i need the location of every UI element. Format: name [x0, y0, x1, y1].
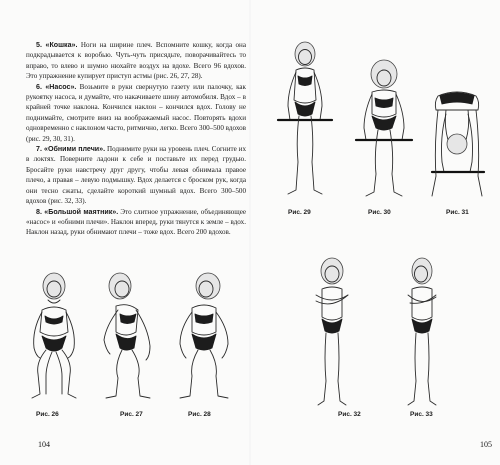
caption-fig-31: Рис. 31 [446, 209, 469, 216]
figure-32-illustration [302, 255, 362, 410]
figure-33-illustration [392, 255, 452, 410]
paragraph-pump [26, 82, 246, 144]
exercise-body-hug: Поднимите руки на уровень плеч. Согните их в локтях. Поверните ладони к себе и поставьте их перед грудью. Бросайте руки навстречу друг другу, чтобы левая обнимала правое плечо, а правая – левую подмышку. Вдох делается с броском рук, когда они тесно сжаты, сделайте короткий шумный вдох. Всего 300–500 вдохов (рис. 32, 33). [26, 145, 246, 206]
exercise-title-hug: 7. «Обними плечи». [36, 145, 106, 154]
caption-fig-30: Рис. 30 [368, 209, 391, 216]
figure-29-illustration [274, 40, 336, 200]
paragraph-pendulum [26, 207, 246, 238]
exercise-text [26, 40, 246, 238]
figure-30-illustration [350, 56, 418, 201]
exercise-body-pendulum: Это слитное упражнение, объединяющее «насос» и «обними плечи». Наклон вперед, руки тянутся к земле – вдох. Наклон назад, руки обнимают плечи – тоже вдох. Всего 200 вдохов. [26, 207, 246, 237]
caption-fig-27: Рис. 27 [120, 411, 143, 418]
page-number-right: 105 [480, 440, 492, 449]
exercise-title-pump: 6. «Насос». [36, 82, 77, 91]
figure-27-illustration [96, 270, 162, 405]
paragraph-cat [26, 40, 246, 82]
caption-fig-33: Рис. 33 [410, 411, 433, 418]
figure-31-illustration [422, 86, 492, 201]
figure-26-illustration [18, 270, 90, 405]
exercise-body-pump: Возьмите в руки свернутую газету или палочку, как рукоятку насоса, и думайте, что накачиваете шину автомобиля. Вдох – в крайней точке наклона. Кончился наклон – кончился вдох. Голову не поднимайте, смотрите вниз на воображаемый насос. Повторять вдохи одновременно с наклоном часто, ритмично, легко. Всего 300–500 вдохов (рис. 29, 30, 31). [26, 82, 247, 143]
caption-fig-26: Рис. 26 [36, 411, 59, 418]
page-number-left: 104 [38, 440, 50, 449]
exercise-body-cat: Ноги на ширине плеч. Вспомните кошку, когда она подкрадывается к воробью. Чуть-чуть присядьте, поворачивайтесь то вправо, то влево и шумно нюхайте воздух на вдохе. Всего 96 вдохов. Это упражнение купирует приступ астмы (рис. 26, 27, 28). [26, 41, 246, 81]
right-page [250, 0, 500, 465]
paragraph-hug [26, 144, 246, 206]
exercise-title-cat: 5. «Кошка». [36, 41, 78, 49]
caption-fig-29: Рис. 29 [288, 209, 311, 216]
caption-fig-32: Рис. 32 [338, 411, 361, 418]
exercise-title-pendulum: 8. «Большой маятник». [36, 207, 119, 216]
caption-fig-28: Рис. 28 [188, 411, 211, 418]
figure-28-illustration [168, 270, 240, 405]
